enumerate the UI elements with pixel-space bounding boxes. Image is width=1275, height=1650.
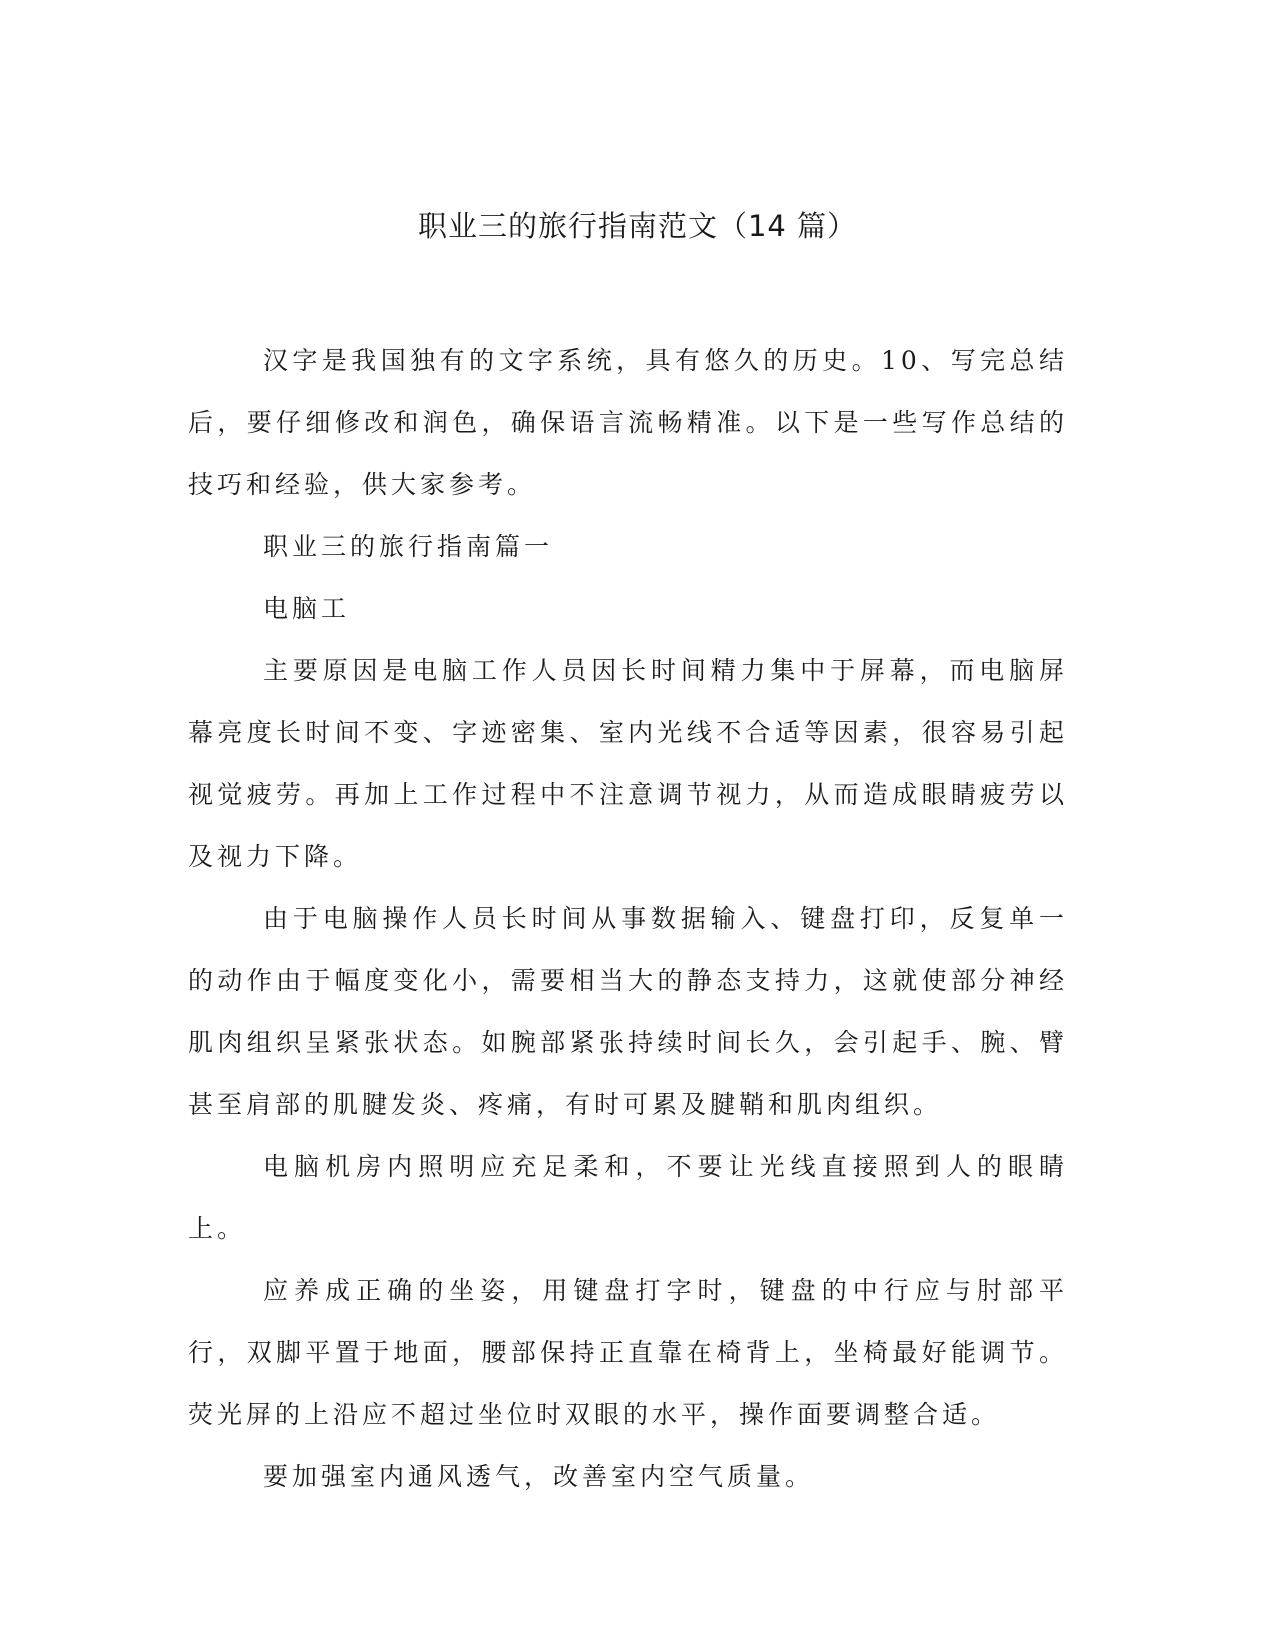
paragraph-muscle-strain: 由于电脑操作人员长时间从事数据输入、键盘打印，反复单一的动作由于幅度变化小，需要相当大的静态支持力，这就使部分神经肌肉组织呈紧张状态。如腕部紧张持续时间长久，会引起手、腕、臂甚至肩部的肌腱发炎、疼痛，有时可累及腱鞘和肌肉组织。 [188,904,1068,1119]
paragraph-intro: 汉字是我国独有的文字系统，具有悠久的历史。10、写完总结后，要仔细修改和润色，确保语言流畅精准。以下是一些写作总结的技巧和经验，供大家参考。 [188,346,1068,499]
section-heading: 职业三的旅行指南篇一 [263,532,554,561]
paragraph-eye-fatigue: 主要原因是电脑工作人员因长时间精力集中于屏幕，而电脑屏幕亮度长时间不变、字迹密集、室内光线不合适等因素，很容易引起视觉疲劳。再加上工作过程中不注意调节视力，从而造成眼睛疲劳以及视力下降。 [188,656,1068,871]
paragraph-lighting: 电脑机房内照明应充足柔和，不要让光线直接照到人的眼睛上。 [188,1152,1068,1243]
document-title: 职业三的旅行指南范文（14 篇） [417,209,858,243]
paragraph-ventilation: 要加强室内通风透气，改善室内空气质量。 [263,1462,815,1491]
subheading: 电脑工 [263,594,351,623]
document-body [188,330,1068,1508]
paragraph-posture: 应养成正确的坐姿，用键盘打字时，键盘的中行应与肘部平行，双脚平置于地面，腰部保持正直靠在椅背上，坐椅最好能调节。荧光屏的上沿应不超过坐位时双眼的水平，操作面要调整合适。 [188,1276,1068,1429]
